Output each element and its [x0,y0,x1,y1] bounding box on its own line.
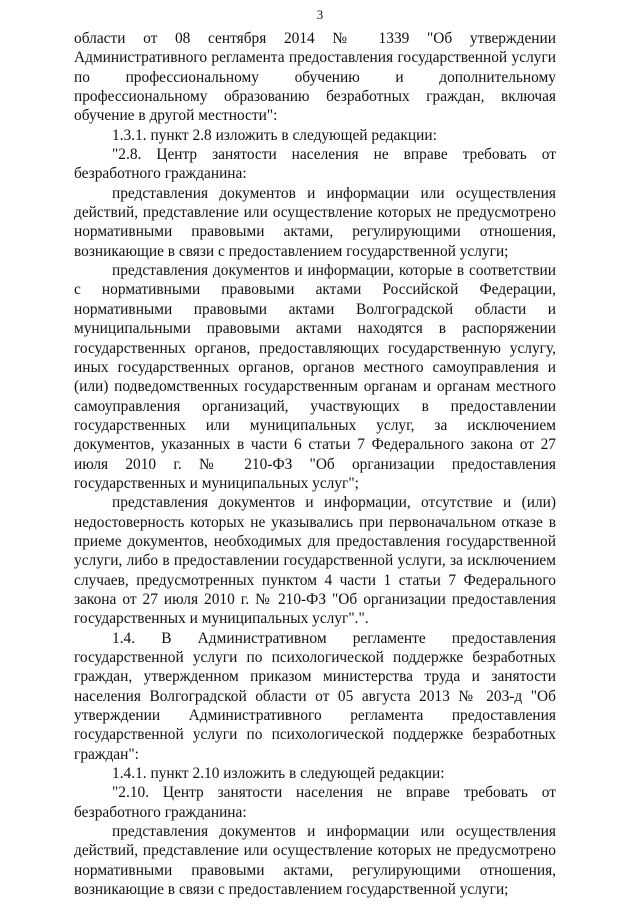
paragraph-2-8-item-3: представления документов и информации, отсутствие и (или) недостоверность которых не указывались при первоначальном отказе в приеме документов, необходимых для предоставления государственной услуги, либо в предоставлении государственной услуги, за исключением случаев, предусмотренных пунктом 4 части 1 статьи 7 Федерального закона от 27 июля 2010 г. № 210-ФЗ "Об организации предоставления государственных и муниципальных услуг".". [74,494,556,628]
paragraph-2-10-intro: "2.10. Центр занятости населения не вправе требовать от безработного гражданина: [74,784,556,821]
paragraph-1-4-1: 1.4.1. пункт 2.10 изложить в следующей редакции: [112,765,445,783]
paragraph-region-decree-tail: области от 08 сентября 2014 № 1339 "Об утверждении Административного регламента предоставления государственной услуги по профессиональному обучению и дополнительному профессиональному образованию безработных граждан, включая обучение в другой местности": [74,30,556,125]
paragraph-1-3-1: 1.3.1. пункт 2.8 изложить в следующей редакции: [112,126,437,144]
document-body [74,29,556,899]
paragraph-1-4: 1.4. В Административном регламенте предоставления государственной услуги по психологической поддержке безработных граждан, утвержденном приказом министерства труда и занятости населения Волгоградской области от 05 августа 2013 № 203-д "Об утверждении Административного регламента предоставления государственной услуги по психологической поддержке безработных граждан": [74,629,556,763]
paragraph-2-8-item-1: представления документов и информации или осуществления действий, представление или осуществление которых не предусмотрено нормативными правовыми актами, регулирующими отношения, возникающие в связи с предоставлением государственной услуги; [74,184,556,260]
paragraph-2-10-item-1: представления документов и информации или осуществления действий, представление или осуществление которых не предусмотрено нормативными правовыми актами, регулирующими отношения, возникающие в связи с предоставлением государственной услуги; [74,823,556,899]
paragraph-2-8-intro: "2.8. Центр занятости населения не вправе требовать от безработного гражданина: [74,146,556,183]
paragraph-2-8-item-2: представления документов и информации, которые в соответствии с нормативными правовыми актами Российской Федерации, нормативными правовыми актами Волгоградской области и муниципальными правовыми актами находятся в распоряжении государственных органов, предоставляющих государственную услугу, иных государственных органов, органов местного самоуправления и (или) подведомственных государственным органам и органам местного самоуправления организаций, участвующих в предоставлении государственных или муниципальных услуг, за исключением документов, указанных в части 6 статьи 7 Федерального закона от 27 июля 2010 г. № 210-ФЗ "Об организации предоставления государственных и муниципальных услуг"; [74,262,556,492]
page-number: 3 [316,7,324,22]
